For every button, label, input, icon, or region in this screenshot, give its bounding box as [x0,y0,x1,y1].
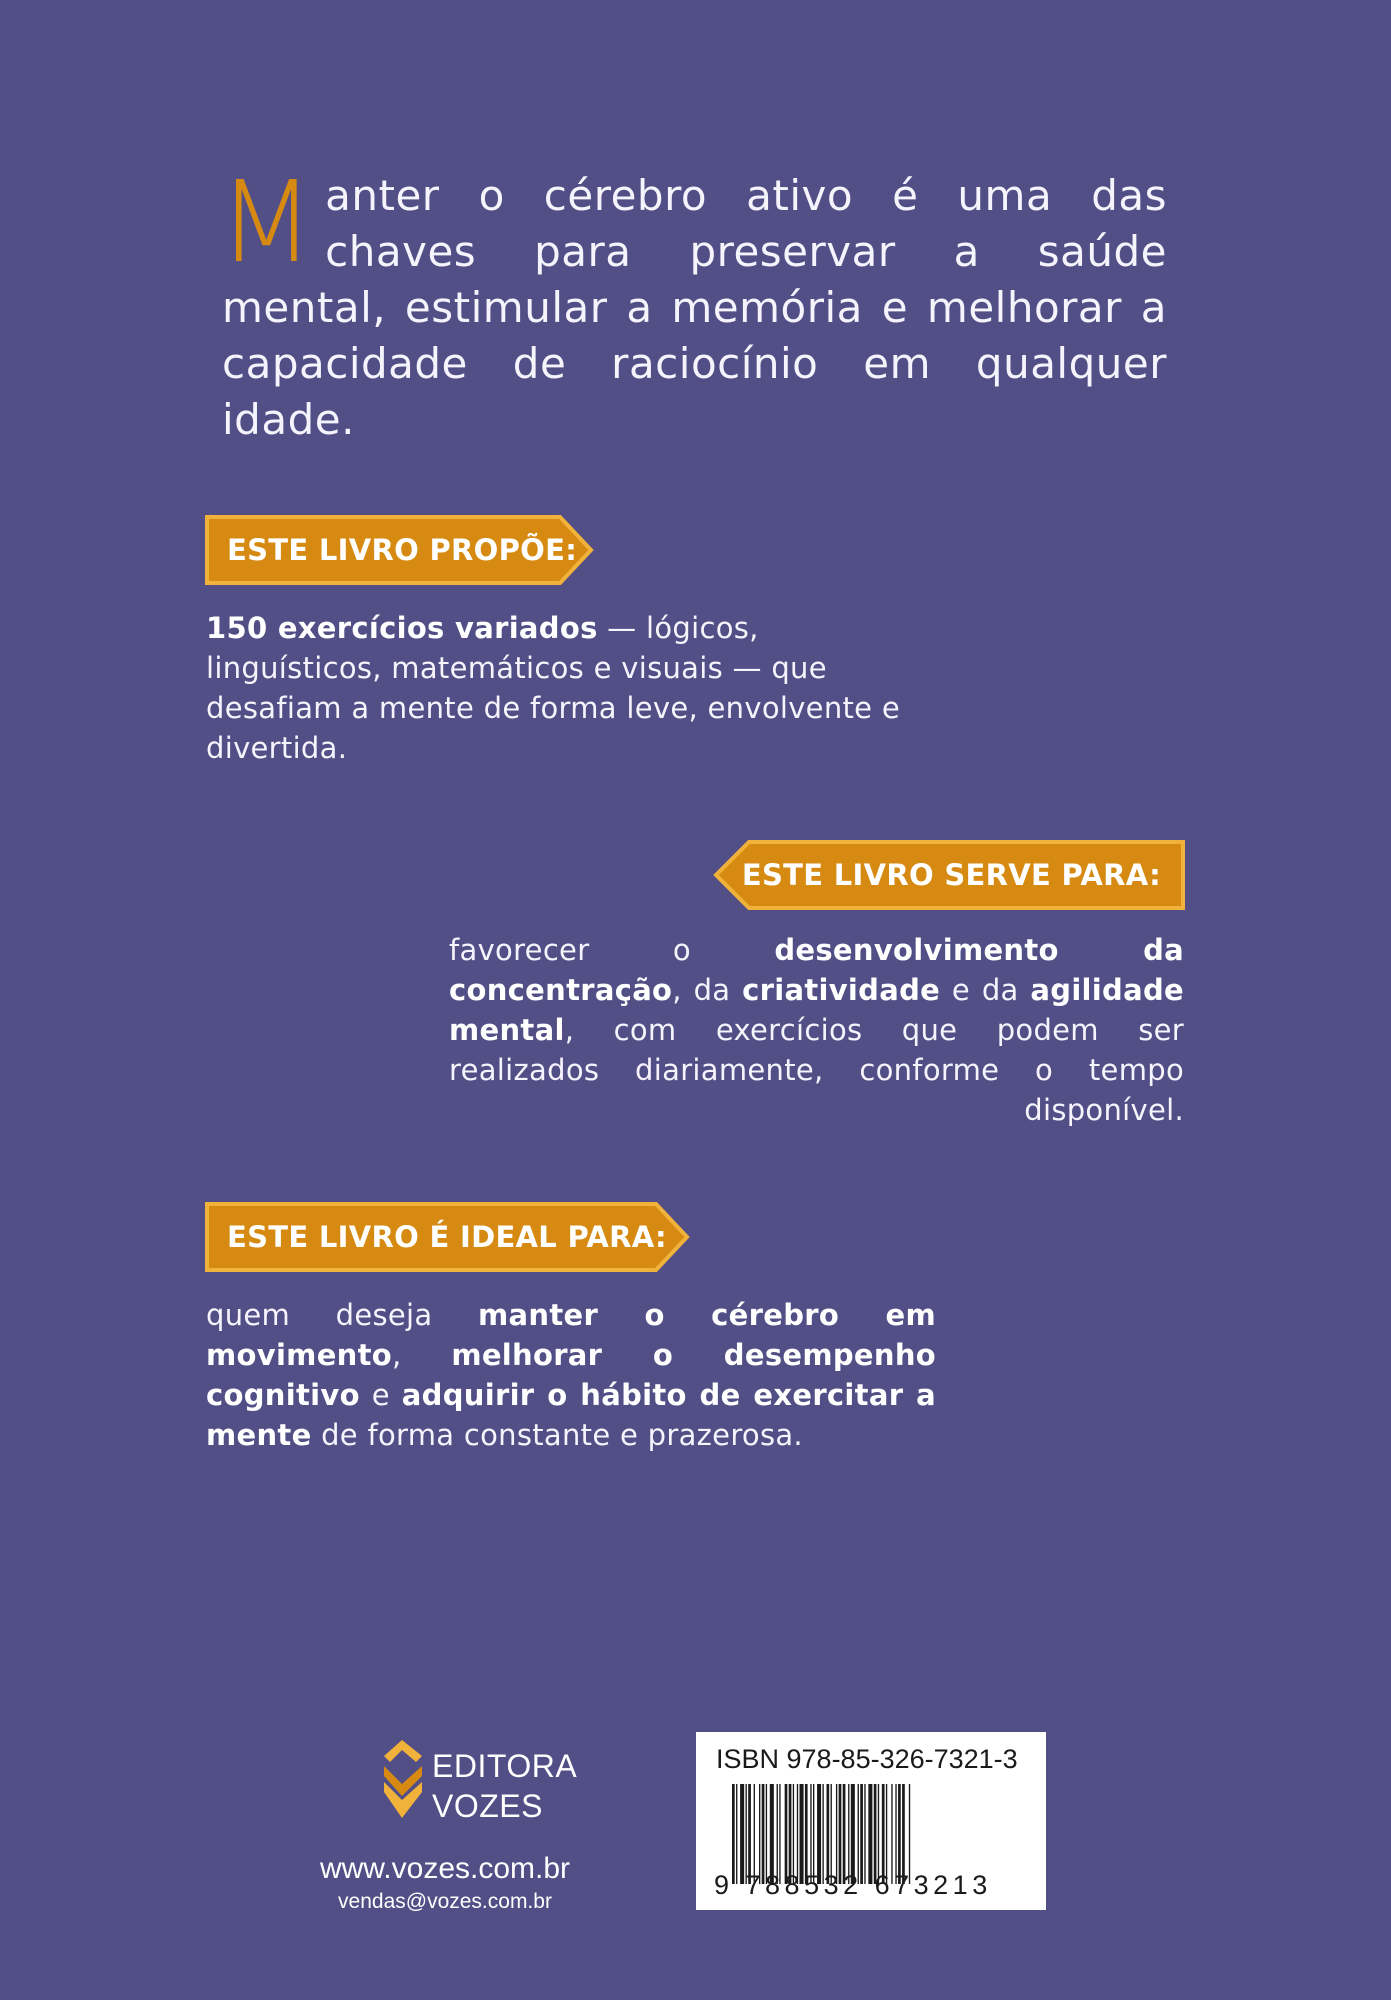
banner-heading: ESTE LIVRO É IDEAL PARA: [227,1220,667,1254]
barcode-bar [868,1784,872,1884]
intro-text: anter o cérebro ativo é uma das chaves para preservar a saúde mental, estimular a memória e melhorar a capacidade de raciocínio em qualquer idade. [222,171,1167,444]
barcode-bar [864,1784,865,1884]
banner-proposes [205,515,595,585]
barcode-bar [748,1784,751,1884]
banner-heading: ESTE LIVRO SERVE PARA: [741,858,1161,892]
bold-text: adquirir o hábito de exercitar a mente [206,1378,936,1452]
barcode-bar [878,1784,879,1884]
barcode-bar [754,1784,755,1884]
barcode-bar [851,1784,855,1884]
barcode-bar [800,1784,804,1884]
bold-text: criatividade [742,973,941,1007]
section-proposes-text [206,608,926,768]
barcode-bar [785,1784,788,1884]
intro-paragraph [218,158,1167,448]
body-text: e [359,1378,402,1412]
barcode-bar [843,1784,846,1884]
barcode-bar [766,1784,767,1884]
barcode-bar [858,1784,859,1884]
banner-heading: ESTE LIVRO PROPÕE: [227,533,578,567]
barcode-bar [836,1784,837,1884]
barcode-bar [827,1784,830,1884]
barcode-bars [732,1784,1032,1884]
body-text: de forma constante e prazerosa. [311,1418,803,1452]
section-ideal-text [206,1295,936,1455]
barcode-bar [909,1784,910,1884]
barcode-bar [831,1784,832,1884]
bold-text: desenvolvimento da concentração [449,933,1184,1007]
barcode-bar [805,1784,808,1884]
barcode-bar [895,1784,896,1884]
body-text: , [392,1338,452,1372]
isbn-label: ISBN 978-85-326-7321-3 [716,1744,1018,1774]
barcode-bar [813,1784,814,1884]
barcode-bar [759,1784,760,1884]
banner-ideal [205,1202,691,1272]
barcode-bar [789,1784,792,1884]
barcode-bar [886,1784,887,1884]
vozes-logo-icon [380,1738,428,1820]
barcode-bar [732,1784,735,1884]
bold-text: agilidade mental [449,973,1184,1047]
barcode-digits: 9 788532 673213 [714,1870,992,1900]
barcode-bar [740,1784,744,1884]
publisher-name [432,1746,577,1826]
body-text: , com exercícios que podem ser realizados diariamente, conforme o tempo disponível. [449,1013,1184,1127]
bold-text: manter o cérebro em movimento [206,1298,936,1372]
drop-cap: M [218,158,316,288]
section-serves-text [449,930,1184,1130]
barcode-bar [736,1784,737,1884]
publisher-logo [380,1738,578,1824]
body-text: e da [940,973,1031,1007]
bold-text: 150 exercícios variados [206,611,598,645]
barcode-bar [746,1784,747,1884]
body-text: quem deseja [206,1298,479,1332]
barcode-bar [817,1784,821,1884]
barcode-bar [810,1784,811,1884]
barcode-bar [860,1784,863,1884]
barcode-bar [891,1784,892,1884]
barcode-bar [882,1784,885,1884]
body-text: , da [672,973,743,1007]
barcode-bar [793,1784,794,1884]
isbn-barcode [696,1732,1046,1910]
bold-text: melhorar o desempenho cognitivo [206,1338,937,1412]
barcode-bar [779,1784,780,1884]
barcode-bar [797,1784,798,1884]
publisher-email: vendas@vozes.com.br [338,1890,552,1913]
barcode-bar [848,1784,849,1884]
barcode-bar [839,1784,842,1884]
barcode-bar [898,1784,901,1884]
barcode-bar [822,1784,823,1884]
barcode-bar [902,1784,905,1884]
barcode-bar [874,1784,877,1884]
banner-serves [712,840,1185,910]
publisher-name-line1: EDITORA [432,1748,578,1784]
publisher-name-line2: VOZES [432,1788,543,1824]
body-text: — lógicos, linguísticos, matemáticos e visuais — que desafiam a mente de forma leve, envolvente e divertida. [206,611,900,765]
barcode-bar [777,1784,778,1884]
body-text: favorecer o [449,933,775,967]
publisher-website: www.vozes.com.br [319,1852,571,1885]
barcode-bar [762,1784,765,1884]
barcode-bar [770,1784,774,1884]
